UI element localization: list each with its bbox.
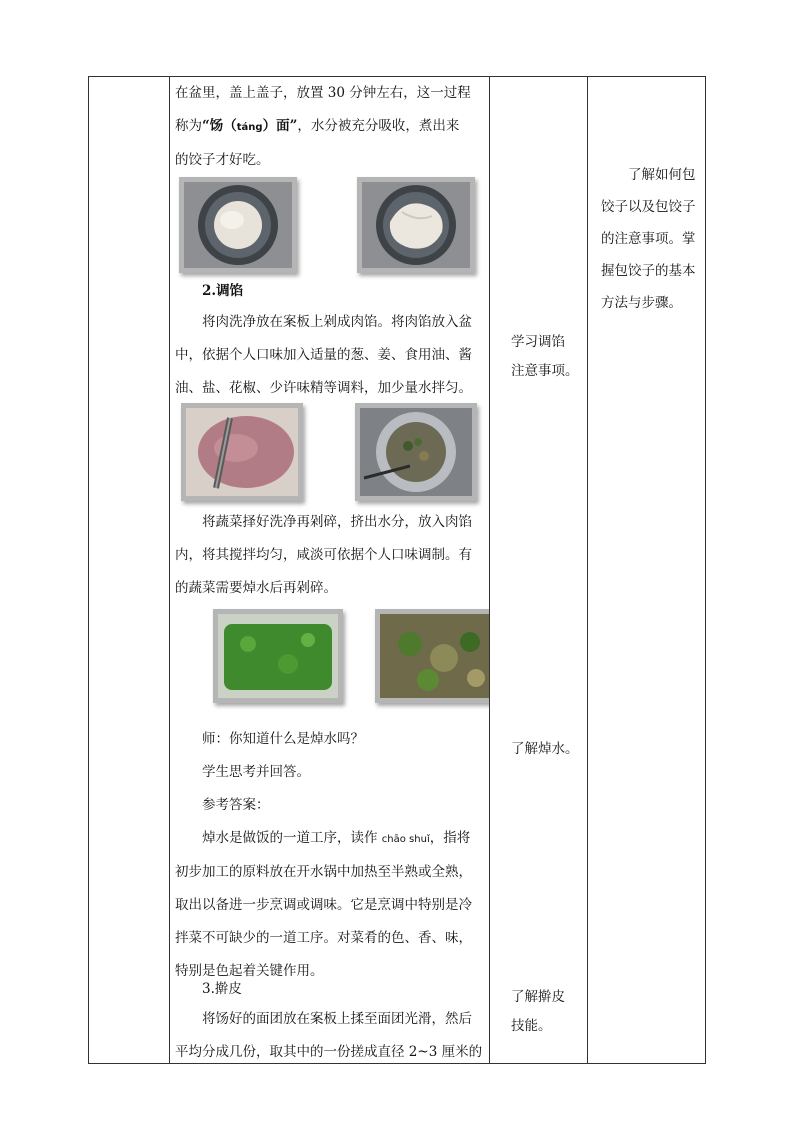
text-line: 技能。 [511, 1018, 552, 1034]
column-divider-3 [587, 77, 588, 1063]
lesson-table [88, 76, 706, 1064]
photo-dough-bowl-1 [179, 177, 297, 273]
note-filling [511, 328, 587, 386]
text-line: 中，依据个人口味加入适量的葱、姜、食用油、酱 [175, 347, 472, 363]
text-line: 了解擀皮 [511, 989, 565, 1005]
paragraph-mix-filling [175, 306, 487, 405]
text-line: 的注意事项。掌 [601, 231, 696, 247]
text-line: 将饧好的面团放在案板上揉至面团光滑，然后 [202, 1011, 472, 1027]
text-line: 内，将其搅拌均匀，咸淡可依据个人口味调制。有 [175, 547, 472, 563]
text-line: 将蔬菜择好洗净再剁碎，挤出水分，放入肉馅 [202, 514, 472, 530]
paragraph-dialogue [175, 723, 487, 988]
text-line: 饺子以及包饺子 [601, 199, 696, 215]
text-line: 特别是色起着关键作用。 [175, 963, 324, 979]
photo-chopped-greens [213, 609, 343, 703]
text-line: ，指将 [429, 830, 471, 846]
text-line: 平均分成几份，取其中的一份搓成直径 2~3 厘米的 [175, 1044, 483, 1060]
student-activity-column [497, 77, 587, 1063]
note-blanching: 了解焯水。 [511, 741, 579, 757]
note-rolling [511, 983, 587, 1041]
paragraph-roll-wrappers [175, 1003, 487, 1063]
text-line: 了解如何包 [628, 167, 696, 183]
text-line: 的蔬菜需要焯水后再剁碎。 [175, 580, 337, 596]
photo-minced-meat [181, 403, 303, 501]
term-tang-mian-close: ）面” [262, 118, 298, 134]
heading-mix-filling: 2.调馅 [202, 283, 244, 299]
text-line: 在盆里，盖上盖子，放置 30 分钟左右，这一过程 [175, 85, 471, 101]
text-line: ，水分被充分吸收，煮出来 [297, 118, 460, 134]
photo-mixed-filling [375, 609, 489, 703]
text-line: 将肉洗净放在案板上剁成肉馅。将肉馅放入盆 [202, 314, 472, 330]
text-line: 称为 [175, 118, 202, 134]
text-line: 注意事项。 [511, 363, 579, 379]
column-divider-2 [489, 77, 490, 1063]
text-line: 初步加工的原料放在开水锅中加热至半熟或全熟， [175, 864, 472, 880]
text-line: 焯水是做饭的一道工序，读作 [202, 830, 378, 846]
text-line: 拌菜不可缺少的一道工序。对菜肴的色、香、味， [175, 930, 472, 946]
teacher-question: 师：你知道什么是焯水吗？ [202, 731, 364, 747]
text-line: 油、盐、花椒、少许味精等调料，加少量水拌匀。 [175, 380, 472, 396]
term-tang-mian-open: “饧（ [202, 118, 237, 134]
text-line: 取出以备进一步烹调或调味。它是烹调中特别是冷 [175, 897, 472, 913]
text-line: 学习调馅 [511, 334, 565, 350]
paragraph-resting-dough [175, 77, 487, 177]
student-response: 学生思考并回答。 [202, 764, 310, 780]
photo-filling-in-bowl [355, 403, 477, 501]
paragraph-vegetables [175, 506, 487, 605]
lesson-objective [601, 159, 705, 319]
pinyin-tang: táng [236, 122, 263, 133]
objectives-column [595, 77, 705, 1063]
pinyin-chaoshui: chāo shuǐ [381, 834, 430, 845]
photo-dough-bowl-2 [357, 177, 475, 273]
text-line: 握包饺子的基本 [601, 263, 696, 279]
text-line: 的饺子才好吃。 [175, 152, 270, 168]
teaching-content-column [169, 77, 489, 1063]
text-line: 方法与步骤。 [601, 295, 682, 311]
heading-roll-wrappers: 3.擀皮 [202, 981, 242, 997]
reference-answer-label: 参考答案： [202, 797, 270, 813]
